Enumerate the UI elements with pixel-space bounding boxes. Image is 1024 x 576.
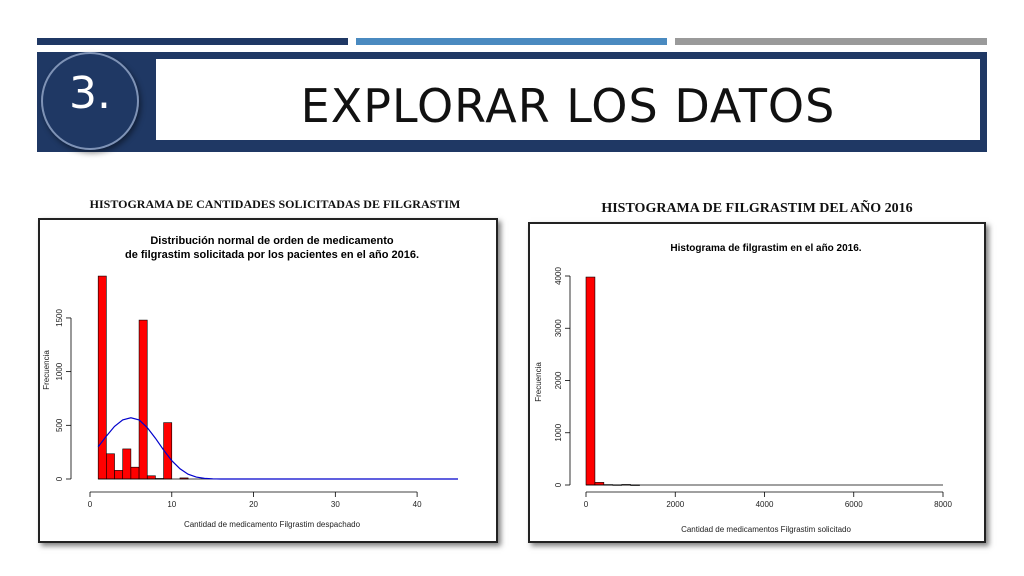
- histogram-bar: [115, 470, 123, 479]
- y-tick-label: 2000: [554, 371, 563, 390]
- left-histogram: [40, 220, 496, 541]
- y-axis-label: Frecuencia: [534, 362, 543, 402]
- chart-title-line: de filgrastim solicitada por los pacientes en el año 2016.: [124, 249, 420, 261]
- x-axis-label: Cantidad de medicamento Filgrastim despachado: [183, 520, 361, 529]
- histogram-bar: [147, 476, 155, 479]
- y-tick-label: 1500: [55, 309, 64, 327]
- histogram-bar: [586, 277, 595, 485]
- chart-title: Histograma de filgrastim en el año 2016.: [670, 243, 862, 254]
- left-chart-caption: HISTOGRAMA DE CANTIDADES SOLICITADAS DE FILGRASTIM: [89, 197, 461, 211]
- right-histogram: [530, 224, 984, 541]
- x-tick-label: 0: [87, 500, 93, 509]
- x-tick-label: 0: [583, 500, 589, 509]
- chart-title-line: Distribución normal de orden de medicamento: [150, 235, 394, 247]
- y-tick-label: 1000: [554, 423, 563, 442]
- y-tick-label: 4000: [554, 267, 563, 285]
- title-banner: [37, 52, 987, 152]
- section-number-badge: [41, 52, 139, 150]
- normal-curve-line: [98, 418, 458, 479]
- histogram-bar: [98, 276, 106, 479]
- x-tick-label: 2000: [666, 500, 685, 509]
- x-tick-label: 10: [167, 500, 177, 509]
- x-axis-label: Cantidad de medicamentos Filgrastim solicitado: [681, 525, 851, 534]
- histogram-bar: [139, 320, 147, 479]
- y-tick-label: 3000: [554, 319, 563, 338]
- x-tick-label: 40: [412, 500, 422, 509]
- x-tick-label: 30: [330, 500, 340, 509]
- y-tick-label: 0: [55, 476, 64, 482]
- histogram-bar: [106, 454, 114, 479]
- y-tick-label: 1000: [55, 362, 64, 381]
- x-tick-label: 4000: [755, 500, 774, 509]
- histogram-bar: [131, 467, 139, 479]
- right-chart-caption: HISTOGRAMA DE FILGRASTIM DEL AÑO 2016: [601, 201, 913, 216]
- y-tick-label: 0: [554, 482, 563, 488]
- y-tick-label: 500: [55, 418, 64, 432]
- top-stripe-navy: [37, 38, 348, 45]
- top-stripe-blue: [356, 38, 667, 45]
- histogram-bar: [123, 449, 131, 479]
- title-box: [156, 59, 980, 140]
- x-tick-label: 6000: [844, 500, 863, 509]
- y-axis-label: Frecuencia: [42, 350, 51, 390]
- section-number: 3.: [69, 68, 111, 119]
- top-stripe-gray: [675, 38, 987, 45]
- left-histogram-frame: [38, 218, 498, 543]
- x-tick-label: 8000: [934, 500, 952, 509]
- right-histogram-frame: [528, 222, 986, 543]
- x-tick-label: 20: [249, 500, 259, 509]
- slide-title: EXPLORAR LOS DATOS: [300, 79, 836, 133]
